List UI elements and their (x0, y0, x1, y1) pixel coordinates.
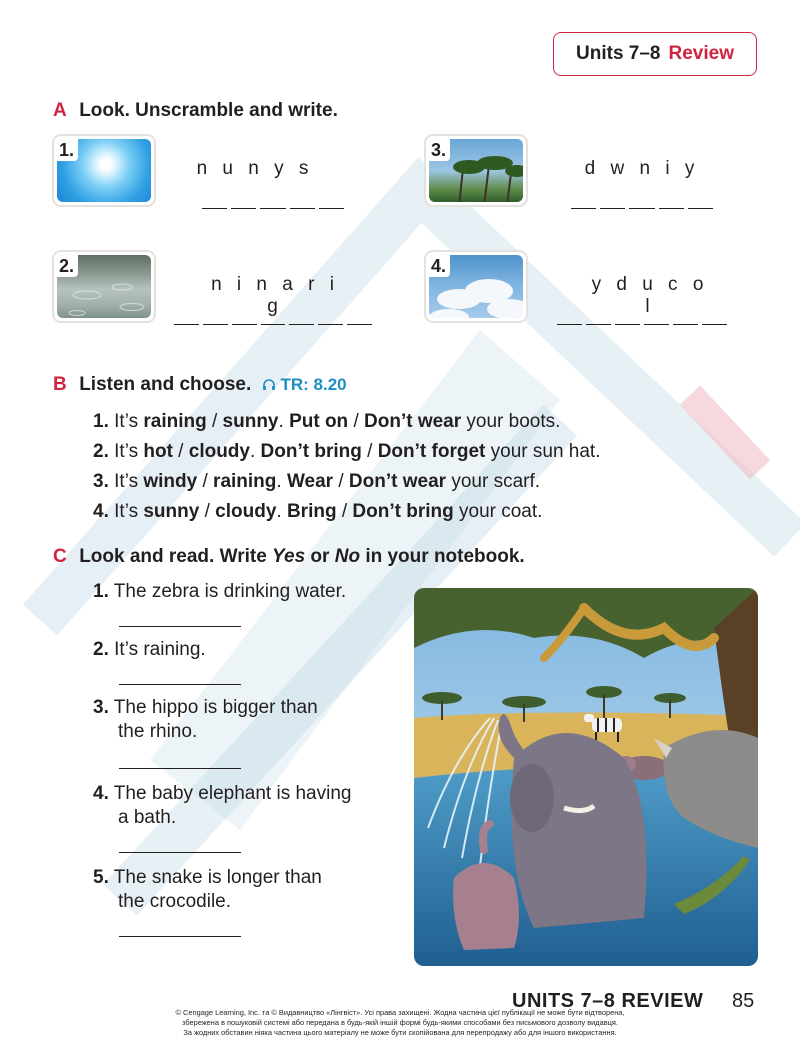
picture-sunny (52, 134, 156, 207)
answer-line (119, 768, 241, 769)
answer-blanks (571, 208, 713, 209)
scrambled-word: n i n a r i g (211, 274, 339, 317)
picture-windy (424, 134, 528, 207)
item-number: 2. (57, 255, 78, 277)
section-b-heading (53, 374, 347, 396)
item-number: 1. (57, 139, 78, 161)
list-item: 4. It’s sunny / cloudy. Bring / Don’t bring your coat. (93, 501, 543, 522)
audio-track[interactable] (262, 375, 347, 394)
unit-review-badge (553, 32, 757, 76)
answer-blanks (202, 208, 344, 209)
answer-blanks (174, 324, 372, 325)
question-item: 2. It’s raining. (93, 639, 206, 660)
track-number: TR: 8.20 (280, 375, 347, 394)
question-item: 3. The hippo is bigger than the rhino. (93, 697, 318, 742)
answer-line (119, 852, 241, 853)
section-letter: B (53, 374, 67, 395)
answer-blanks (557, 324, 727, 325)
question-item: 1. The zebra is drinking water. (93, 581, 347, 602)
answer-line (119, 936, 241, 937)
section-instruction: Look. Unscramble and write. (79, 100, 338, 121)
section-b-list (93, 410, 600, 524)
section-c-heading (53, 546, 525, 568)
picture-cloudy (424, 250, 528, 323)
units-label: Units 7–8 (576, 43, 661, 64)
section-a-heading (53, 100, 338, 122)
item-number: 3. (429, 139, 450, 161)
list-item: 3. It’s windy / raining. Wear / Don’t wear your scarf. (93, 471, 541, 492)
item-number: 4. (429, 255, 450, 277)
picture-raining (52, 250, 156, 323)
review-label: Review (668, 43, 734, 64)
savanna-waterhole-illustration (414, 588, 758, 966)
section-letter: C (53, 546, 67, 567)
section-letter: A (53, 100, 67, 121)
copyright-notice: © Cengage Learning, Inc. та © Видавництво «Лінгвіст». Усі права захищені. Жодна частина цієї публікації не може бути відтворена, збережена в пошуковій системі або передана в будь-якій іншій формі будь-якими способами без письмового дозволу видавця. За жодних обставин ніяка частина цього матеріалу не може бути скопійована для перепродажу або для іншого використання. (175, 1008, 625, 1037)
question-item: 5. The snake is longer than the crocodile. (93, 867, 322, 912)
scrambled-word: y d u c o l (591, 274, 709, 317)
page-number: 85 (732, 990, 755, 1012)
list-item: 2. It’s hot / cloudy. Don’t bring / Don’t forget your sun hat. (93, 441, 601, 462)
scrambled-word: d w n i y (584, 158, 700, 179)
question-item: 4. The baby elephant is having a bath. (93, 783, 352, 828)
headphones-icon (262, 378, 276, 391)
answer-line (119, 626, 241, 627)
list-item: 1. It’s raining / sunny. Put on / Don’t wear your boots. (93, 411, 561, 432)
section-instruction: Look and read. Write Yes or No in your notebook. (79, 546, 525, 567)
answer-line (119, 684, 241, 685)
section-instruction: Listen and choose. (79, 374, 252, 395)
scrambled-word: n u n y s (196, 158, 314, 179)
footer-title: UNITS 7–8 REVIEW (512, 990, 704, 1012)
